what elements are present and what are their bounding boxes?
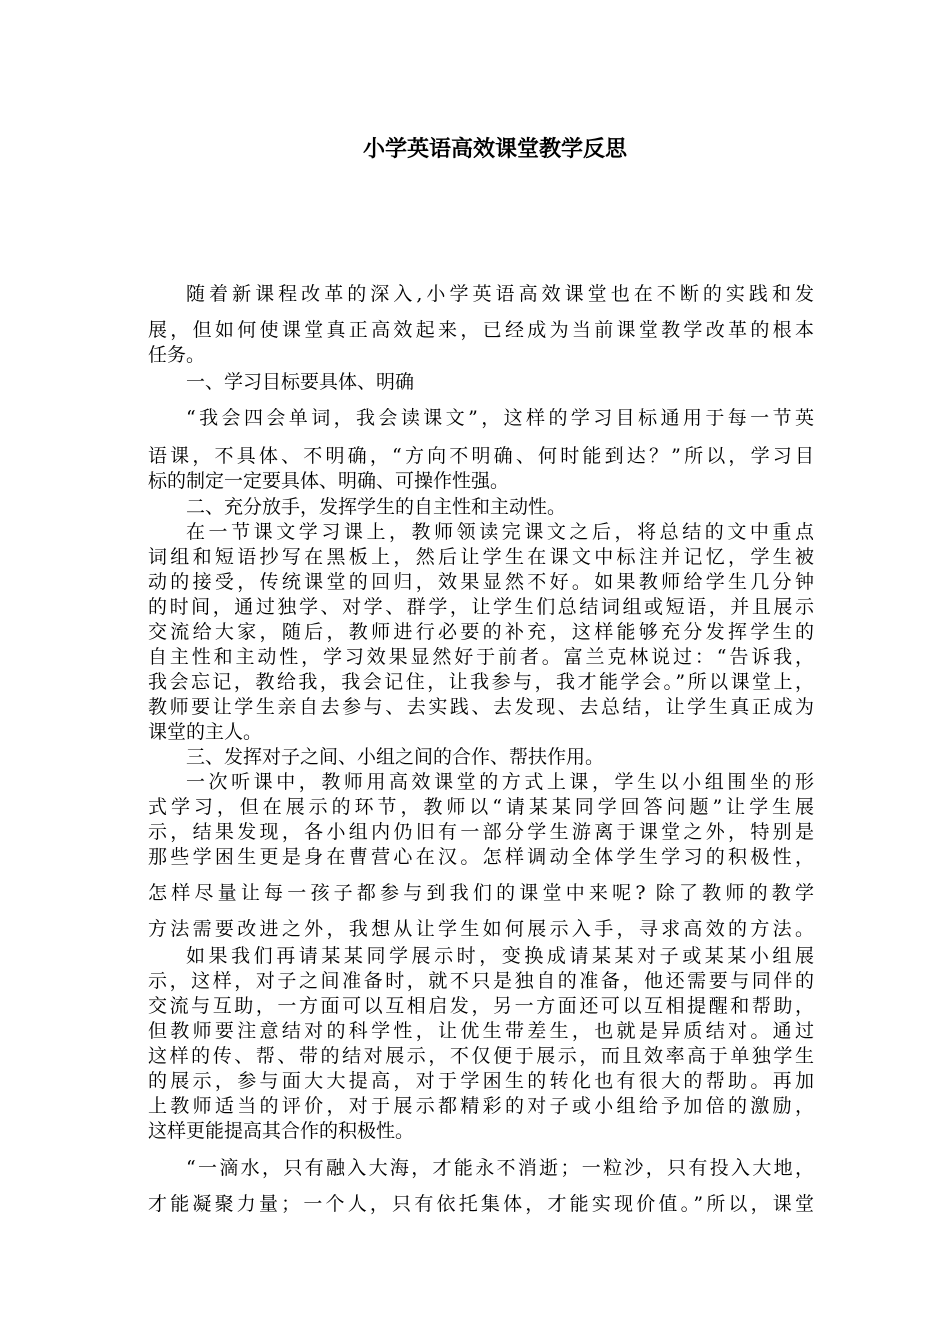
paragraph-line: 才能凝聚力量；一个人，只有依托集体，才能实现价值。”所以，课堂 <box>148 1193 814 1215</box>
section-heading: 三、发挥对子之间、小组之间的合作、帮扶作用。 <box>186 746 605 768</box>
paragraph-line: 示，结果发现，各小组内仍旧有一部分学生游离于课堂之外，特别是 <box>148 821 814 843</box>
paragraph-line: 随着新课程改革的深入,小学英语高效课堂也在不断的实践和发 <box>186 283 814 305</box>
paragraph-line: 示，这样，对子之间准备时，就不只是独自的准备，他还需要与同伴的 <box>148 970 814 992</box>
paragraph-line: 这样的传、帮、带的结对展示，不仅便于展示，而且效率高于单独学生 <box>148 1045 814 1067</box>
paragraph-line: 一次听课中，教师用高效课堂的方式上课，学生以小组围坐的形 <box>186 771 814 793</box>
paragraph-line: 式学习，但在展示的环节，教师以“请某某同学回答问题”让学生展 <box>148 796 814 818</box>
paragraph-line: 展，但如何使课堂真正高效起来，已经成为当前课堂教学改革的根本 <box>148 319 814 341</box>
section-heading: 二、充分放手，发挥学生的自主性和主动性。 <box>186 496 567 518</box>
paragraph-line: 语课，不具体、不明确，“方向不明确、何时能到达？”所以，学习目 <box>148 445 814 467</box>
section-heading: 一、学习目标要具体、明确 <box>186 371 415 393</box>
paragraph-line: 如果我们再请某某同学展示时，变换成请某某对子或某某小组展 <box>186 945 814 967</box>
paragraph-line: 但教师要注意结对的科学性，让优生带差生，也就是异质结对。通过 <box>148 1020 814 1042</box>
paragraph-line: 怎样尽量让每一孩子都参与到我们的课堂中来呢? 除了教师的教学 <box>148 882 814 904</box>
paragraph-line: 交流与互助，一方面可以互相启发，另一方面还可以互相提醒和帮助， <box>148 995 814 1017</box>
paragraph-line: 在一节课文学习课上，教师领读完课文之后，将总结的文中重点 <box>186 521 814 543</box>
paragraph-line: 动的接受，传统课堂的回归，效果显然不好。如果教师给学生几分钟 <box>148 571 814 593</box>
paragraph-line: “我会四会单词，我会读课文”，这样的学习目标通用于每一节英 <box>186 407 814 429</box>
paragraph-line: 教师要让学生亲自去参与、去实践、去发现、去总结，让学生真正成为 <box>148 696 814 718</box>
paragraph-line: 的展示，参与面大大提高，对于学困生的转化也有很大的帮助。再加 <box>148 1070 814 1092</box>
paragraph-line: 的时间，通过独学、对学、群学，让学生们总结词组或短语，并且展示 <box>148 596 814 618</box>
paragraph-line: 那些学困生更是身在曹营心在汉。怎样调动全体学生学习的积极性， <box>148 846 814 868</box>
paragraph-line: “一滴水，只有融入大海，才能永不消逝；一粒沙，只有投入大地， <box>186 1157 814 1179</box>
paragraph-line: 课堂的主人。 <box>148 721 263 743</box>
paragraph-line: 上教师适当的评价，对于展示都精彩的对子或小组给予加倍的激励， <box>148 1095 814 1117</box>
paragraph-line: 自主性和主动性，学习效果显然好于前者。富兰克林说过：“告诉我， <box>148 646 814 668</box>
paragraph-line: 交流给大家，随后，教师进行必要的补充，这样能够充分发挥学生的 <box>148 621 814 643</box>
paragraph-line: 我会忘记，教给我，我会记住，让我参与，我才能学会。”所以课堂上， <box>148 671 814 693</box>
paragraph-line: 词组和短语抄写在黑板上，然后让学生在课文中标注并记忆，学生被 <box>148 546 814 568</box>
paragraph-line: 方法需要改进之外，我想从让学生如何展示入手，寻求高效的方法。 <box>148 918 814 940</box>
paragraph-line: 标的制定一定要具体、明确、可操作性强。 <box>148 470 510 492</box>
document-title: 小学英语高效课堂教学反思 <box>362 136 627 162</box>
paragraph-line: 任务。 <box>148 344 206 366</box>
paragraph-line: 这样更能提高其合作的积极性。 <box>148 1120 415 1142</box>
